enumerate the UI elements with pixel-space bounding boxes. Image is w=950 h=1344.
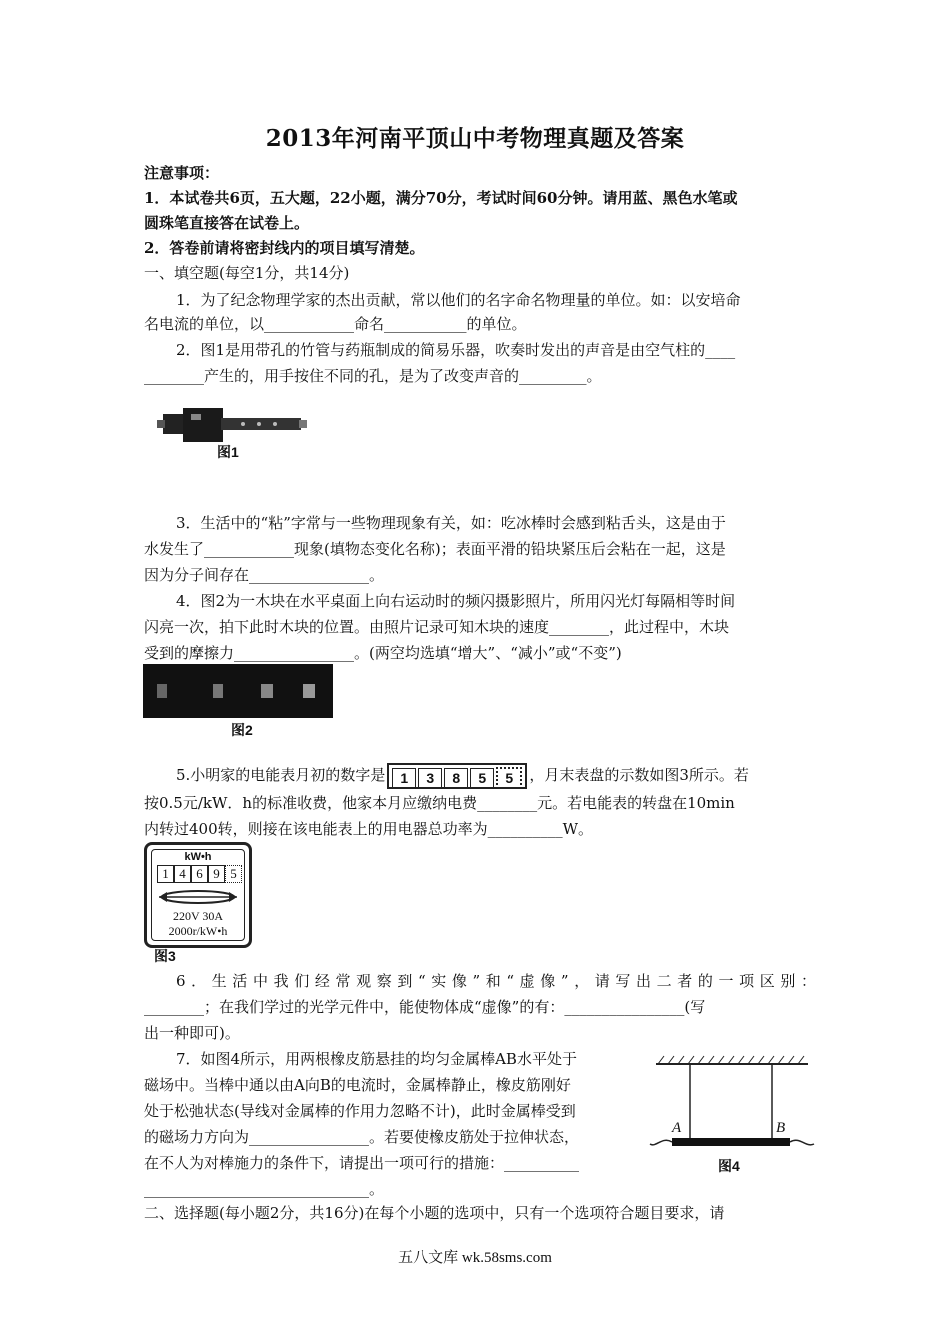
meter-face (144, 842, 252, 948)
page-footer: 五八文库 wk.58sms.com (398, 1250, 552, 1266)
q4-line-3: 受到的摩擦力________________。(两空均选填“增大”、“减小”或“不变”) (144, 644, 622, 662)
q3-line-2: 水发生了____________现象(填物态变化名称)；表面平滑的铅块紧压后会粘在一起，这是 (144, 540, 726, 558)
notice-item-1: 1．本试卷共6页，五大题，22小题，满分70分，考试时间60分钟。请用蓝、黑色水笔或 (144, 189, 738, 207)
figure-2-caption: 图2 (231, 722, 253, 738)
meter-digit: 9 (208, 865, 225, 883)
meter-revolutions: 2000r/kW•h (168, 924, 228, 938)
q5-line-1 (176, 762, 816, 789)
figure-3-caption: 图3 (154, 948, 176, 964)
meter-start-reading (387, 763, 527, 789)
q7-line-2: 磁场中。当棒中通以由A向B的电流时，金属棒静止，橡皮筋刚好 (144, 1076, 571, 1094)
meter-digit: 1 (392, 768, 416, 788)
q2-line-2: ________产生的，用手按住不同的孔，是为了改变声音的_________。 (144, 367, 602, 385)
meter-digit: 1 (157, 865, 174, 883)
notice-item-2: 2．答卷前请将密封线内的项目填写清楚。 (144, 239, 425, 257)
q5-line-2: 按0.5元/kW．h的标准收费，他家本月应缴纳电费________元。若电能表的转盘在10min (144, 794, 735, 812)
meter-unit: kW•h (184, 851, 212, 863)
q5-text-a: 5.小明家的电能表月初的数字是 (176, 766, 386, 784)
meter-rating: 220V 30A (172, 909, 224, 923)
meter-digit: 5 (470, 768, 494, 788)
meter-digit: 4 (174, 865, 191, 883)
rod-illustration (648, 1052, 818, 1162)
figure-2 (143, 664, 333, 740)
q5-text-b: ，月末表盘的示数如图3所示。若 (529, 766, 749, 784)
q6-line-3: 出一种即可)。 (144, 1024, 240, 1042)
page-title: 2013年河南平顶山中考物理真题及答案 (265, 125, 685, 152)
q7-line-3: 处于松弛状态(导线对金属棒的作用力忽略不计)，此时金属棒受到 (144, 1102, 576, 1120)
figure-3 (144, 842, 254, 967)
section1-heading: 一、填空题(每空1分，共14分) (144, 264, 350, 282)
q7-line-6: ______________________________。 (144, 1180, 385, 1198)
q1-line-2: 名电流的单位，以____________命名___________的单位。 (144, 315, 527, 333)
figure-4-caption: 图4 (718, 1158, 740, 1174)
meter-disc-icon (157, 889, 239, 905)
q5-line-3: 内转过400转，则接在该电能表上的用电器总功率为__________W。 (144, 820, 594, 838)
notice-heading: 注意事项： (144, 164, 220, 182)
q3-line-1: 3．生活中的“粘”字常与一些物理现象有关，如：吃冰棒时会感到粘舌头，这是由于 (176, 514, 726, 532)
notice-item-1-cont: 圆珠笔直接答在试卷上。 (144, 214, 310, 232)
q6-line-2: ________；在我们学过的光学元件中，能使物体成“虚像”的有：________________(写 (144, 998, 706, 1016)
meter-digits (157, 865, 242, 883)
meter-digit: 3 (418, 768, 442, 788)
strobe-photo (143, 664, 333, 718)
q6-line-1: 6．生活中我们经常观察到“实像”和“虚像”，请写出二者的一项区别： (176, 972, 816, 990)
figure-1 (155, 400, 315, 470)
fig4-label-b: B (776, 1120, 786, 1136)
figure-4 (648, 1052, 818, 1180)
q1-line-1: 1．为了纪念物理学家的杰出贡献，常以他们的名字命名物理量的单位。如：以安培命 (176, 291, 741, 309)
fig4-label-a: A (672, 1120, 682, 1136)
q7-line-1: 7．如图4所示，用两根橡皮筋悬挂的均匀金属棒AB水平处于 (176, 1050, 577, 1068)
meter-digit-decimal: 5 (225, 865, 242, 883)
meter-digit: 6 (191, 865, 208, 883)
q7-line-4: 的磁场力方向为________________。若要使橡皮筋处于拉伸状态， (144, 1128, 580, 1146)
meter-digit: 8 (444, 768, 468, 788)
q3-line-3: 因为分子间存在________________。 (144, 566, 385, 584)
q2-line-1: 2．图1是用带孔的竹管与药瓶制成的简易乐器，吹奏时发出的声音是由空气柱的____ (176, 341, 736, 359)
meter-digit-decimal: 5 (496, 767, 522, 789)
figure-1-caption: 图1 (217, 444, 239, 460)
q4-line-1: 4．图2为一木块在水平桌面上向右运动时的频闪摄影照片，所用闪光灯每隔相等时间 (176, 592, 736, 610)
section2-heading: 二、选择题(每小题2分，共16分)在每个小题的选项中，只有一个选项符合题目要求，请 (144, 1204, 725, 1222)
q7-line-5: 在不人为对棒施力的条件下，请提出一项可行的措施：__________ (144, 1154, 580, 1172)
q4-line-2: 闪亮一次，拍下此时木块的位置。由照片记录可知木块的速度________，此过程中，木块 (144, 618, 730, 636)
